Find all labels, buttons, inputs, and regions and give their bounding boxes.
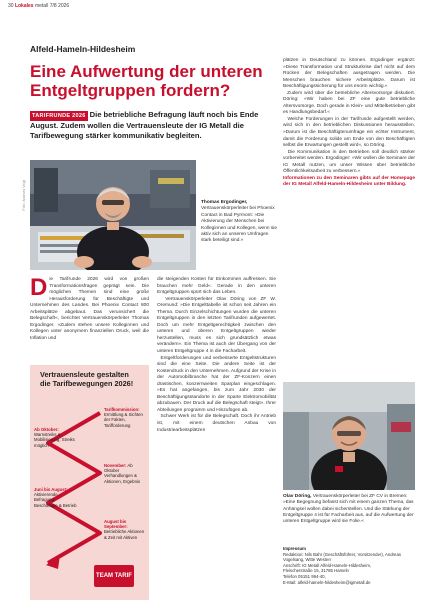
imprint-line-3: Fleischerstraße 15, 31785 Hameln xyxy=(283,568,349,574)
timeline-item-5: August bis September: Betriebliche Aktionen & Zeit mit Aktiven xyxy=(104,519,145,540)
column-2-p1: die steigenden Kosten für Einkommen auffressen. Sie brauchen mehr Geld«. Gerade in den unteren Entgeltgruppen spürt sich das Leben. xyxy=(157,277,276,296)
article-column-2 xyxy=(157,277,276,434)
column-1-text: ie Tarifrunde 2026 wird von großen Transformationsfragen geprägt sein. Die möglichen Themen sind eine große Herausforderung für Beschäftigte und Unternehmen des Landes. Bei Phoenix Contact 800 Arbeitsplätze abgebaut. Das verunsichert die Belegschaft«, berichtet Vertrauenskörperleiter Thomas Ergodinger. »Zudem stehen unsere Kolleginnen und Kollegen unter anonymem finanziellen Druck, weil die Inflation und xyxy=(30,277,149,341)
imprint-email[interactable]: E-Mail: alfeld-hameln-hildesheim@igmetall.de xyxy=(283,579,371,585)
article-column-3 xyxy=(283,58,415,189)
caption-text: Vertrauenskörperleiter bei Phoenix Contact in Bad Pyrmont: »Die Aktivierung der Menschen bei Kolleginnen und Kollegen, wenn sie aktiv sich an unseren Umfragen stark beteiligt sind.« xyxy=(201,206,278,244)
imprint xyxy=(283,546,415,585)
infobox-title: Vertrauensleute gestalten die Tarifbewegungen 2026! xyxy=(40,370,134,388)
team-tarif-badge: TEAM TARIF xyxy=(94,565,134,587)
headline: Eine Aufwertung der unteren Entgeltgruppen fordern? xyxy=(30,62,263,100)
column-2-p2: Vertrauenskörperleiter Olav Döring von ZF W. Oremund: »Die Entgelttabelle ist schon seit Jahren ein Thema. Durch Einzelschichtungen wurden die unteren Entgeltgruppen in den letzten Tarifrunden aufgewertet. Doch um mehr Entgeltgerechtigkeit zwischen den unteren und oberen Entgeltgruppen wieder herzustellen, muss es sich grundsätzlich etwas verändern«. Ein Thema ist auch der Übergang von der unteren Entgeltgruppe 4 in die Facharbeit. xyxy=(157,296,277,355)
page-header xyxy=(8,3,69,9)
caption-name: Thomas Ergodinger, xyxy=(201,200,248,205)
column-2-p4: Schwer Werk ist für die Belegschaft. Doch ihr Antrieb ist, mit einem deutschen Anbau von Industriearbeitsplätzen xyxy=(157,414,276,433)
photo-olav-doering xyxy=(283,382,415,490)
issue: metall 7/8 2026 xyxy=(34,3,70,9)
region-title: Alfeld-Hameln-Hildesheim xyxy=(30,44,136,54)
photo-illustration-2 xyxy=(283,382,415,490)
kicker: TARIFRUNDE 2026 xyxy=(32,113,86,119)
article-column-1 xyxy=(30,274,149,342)
column-2-p3: Entgeltforderungen und verbesserte Entgeltstrukturen sind die eine Seite. Die andere Seite ist der Kostendruck in den Unternehmen. Aufgrund der Krise in der Automobilbranche hat der ZF-Konzern einen drastischen, konzernweiten Sparplan eingeschlagen. »Es hat angefangen, bis zum Jahr 2030 der Beschäftigungsstandorte in der Sparte Elektromobilität abzubauen. Der Druck auf die Belegschaft steigt«. Ihrer Abteilungen programm und Hinzufügen ab. xyxy=(157,355,276,413)
timeline-item-2: Ab Oktober: Warnstreiks & Mobilisierung, Streiks möglich xyxy=(34,427,75,448)
page-number: 30 xyxy=(8,3,14,9)
imprint-line-4: Telefon 05151 994-40, xyxy=(283,573,326,579)
column-3-p4: Die Kommunikation in den Betrieben soll deutlich stärker vorbereitet werden. Ergodinger: »Wir wollen die Seminare der IG Metall nutzen, um unser Wissen über betriebliche Öffentlichkeitsarbeit zu verbessern.« xyxy=(283,149,415,175)
photo-illustration xyxy=(30,160,196,270)
lead-paragraph xyxy=(30,110,276,141)
dropcap: D xyxy=(30,274,48,301)
caption-2-name: Olav Döring, xyxy=(283,494,312,499)
imprint-line-2: Anschrift: IG Metall Alfeld-Hameln-Hildesheim, xyxy=(283,562,372,568)
photo-caption-ergodinger xyxy=(201,200,277,245)
timeline-item-3: November: Ab Oktober Verhandlungen & Aktionen, Ergebnis xyxy=(104,463,141,484)
imprint-title: Impressum xyxy=(283,546,306,551)
photo-caption-doering xyxy=(283,494,415,525)
imprint-line-1: Redaktion: Nils Bahr (Geschäftsführer, Vorsitzender), Andreas Vogelsang, Witte Westen xyxy=(283,551,401,563)
photo-thomas-ergodinger xyxy=(30,160,196,270)
seminar-info-link[interactable]: Informationen zu den Seminaren gibts auf der Homepage der IG Metall Alfeld-Hameln-Hildesheim unter Bildung. xyxy=(283,175,415,188)
section-name: Lokales xyxy=(14,3,34,9)
infobox-tarifbewegung xyxy=(30,365,149,600)
column-3-p1: plätzen in Deutschland zu können. Ergodinger ergänzt: »Diese Transformation und Strukturkrise darf nicht auf dem Rücken der Belegschaften ausgetragen werden. Die Menschen brauchen sichere Arbeitsplätze. Darum ist Beschäftigungssicherung für uns enorm wichtig.« xyxy=(283,58,415,90)
timeline-item-4: Juni bis August: Aktivierende Befragung, Beschäftigte & Betrieb xyxy=(34,487,77,508)
caption-2-text: Vertrauenskörperleiter bei ZF CV in Bremen: »Eine Begegnung befasst sich mit einem ganzen Thema, das Anhängsel wollen dabei sicherstellen. Und die Stärkung der Entgeltgruppe 4 ist für Facharbeit aus, auf die Aufwertung der unteren Entgeltgruppe wird sie Folie.« xyxy=(283,494,414,525)
timeline-item-1: Tarifkommission: Ermittlung & Sichten der Fakten, Tarifforderung xyxy=(104,407,143,428)
column-3-p2: Zudem wird über die betriebliche Altersvorsorge diskutiert. Döring: »Wir haben bei ZF eine gute betriebliche Altersvorsorge. Doch gerade in Klein- und Mittelbetrieben gibt es Handlungsbedarf.« xyxy=(283,90,415,116)
column-3-p3: Welche Forderungen in der Tarifrunde aufgestellt werden, wird sich in den betrieblichen Diskussionen herausstellen. »Darum ist die Beschäftigtenumfrage ein echter Instrument, damit die Forderung solide am Ende von den Beschäftigten selbst die Erwartungen gestellt wird«, so Döring. xyxy=(283,116,415,149)
photo-credit: Foto: Andreas Voigt xyxy=(22,180,26,211)
lead-text: Die betriebliche Befragung läuft noch bis Ende August. Zudem wollen die Vertrauensleute der IG Metall die Tarifbewegung stärker kommunikativ begleiten. xyxy=(30,110,259,140)
